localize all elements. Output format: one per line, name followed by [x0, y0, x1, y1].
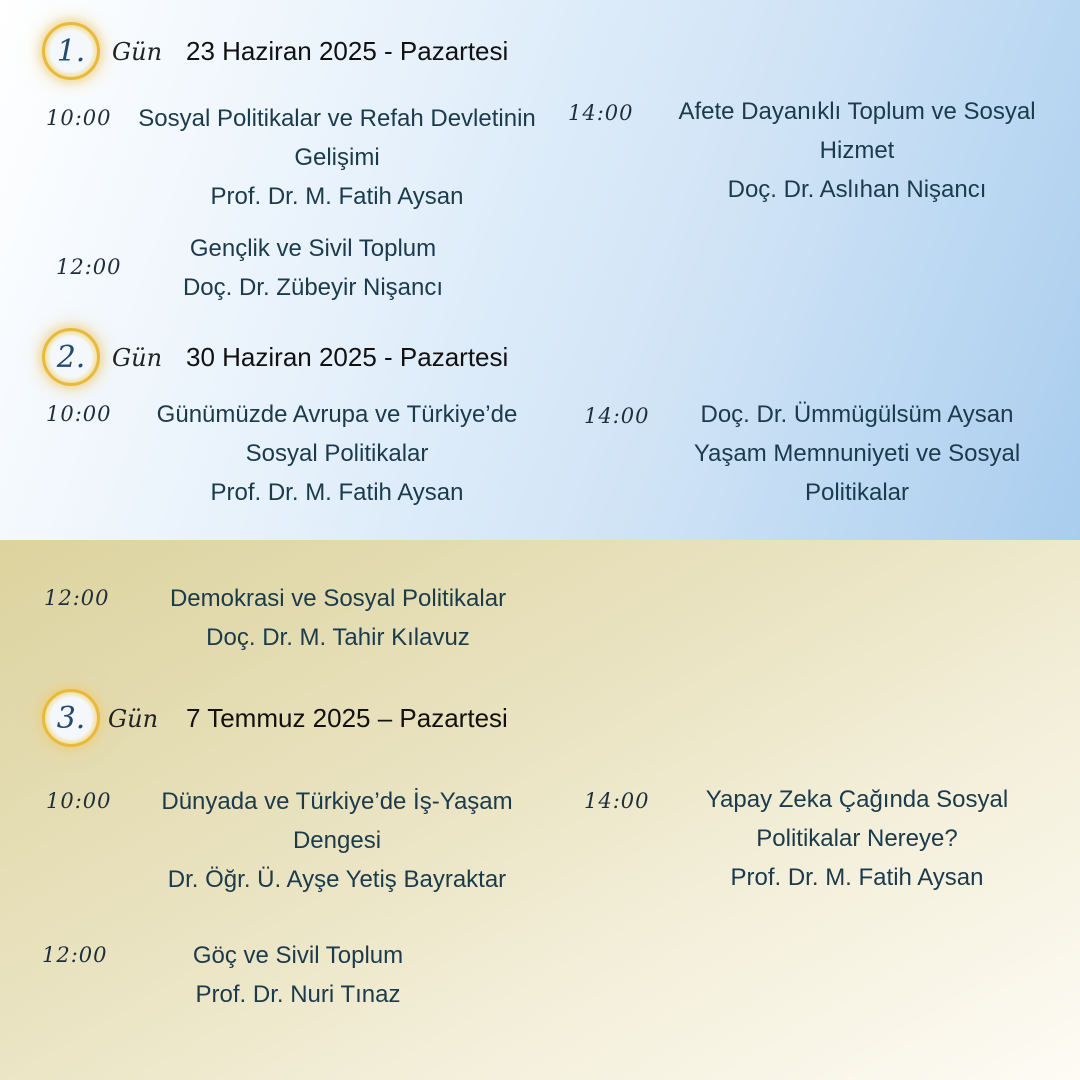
session-time: 10:00 [46, 106, 112, 130]
session-speaker: Prof. Dr. M. Fatih Aysan [210, 479, 464, 506]
session-time: 12:00 [44, 586, 110, 610]
session-block [662, 780, 1052, 897]
day-label: Gün [108, 705, 159, 733]
session-title: Politikalar Nereye? [756, 825, 958, 852]
day-label: Gün [112, 38, 163, 66]
session-title: Yaşam Memnuniyeti ve Sosyal [693, 440, 1021, 467]
session-block [140, 782, 534, 899]
session-title: Göç ve Sivil Toplum [192, 942, 404, 969]
day-date-title: 7 Temmuz 2025 – Pazartesi [186, 703, 508, 733]
session-time: 14:00 [584, 789, 650, 813]
day-1-header [0, 16, 560, 86]
session-time: 12:00 [56, 255, 122, 279]
session-block [124, 99, 550, 216]
day-3-badge [42, 689, 100, 747]
session-title: Gelişimi [294, 144, 380, 171]
session-block [130, 395, 544, 512]
day-3-header [0, 683, 560, 753]
day-date-title: 30 Haziran 2025 - Pazartesi [186, 342, 509, 372]
session-title: Gençlik ve Sivil Toplum [189, 235, 437, 262]
session-title: Günümüzde Avrupa ve Türkiye’de [156, 401, 518, 428]
session-block [160, 936, 436, 1014]
session-title: Hizmet [819, 137, 895, 164]
day-date-title: 23 Haziran 2025 - Pazartesi [186, 36, 509, 66]
session-speaker: Doç. Dr. Aslıhan Nişancı [727, 176, 987, 203]
session-block [150, 579, 526, 657]
session-speaker: Prof. Dr. Nuri Tınaz [195, 981, 401, 1008]
day-label: Gün [112, 344, 163, 372]
session-title: Demokrasi ve Sosyal Politikalar [169, 585, 507, 612]
session-speaker: Doç. Dr. Ümmügülsüm Aysan [700, 401, 1014, 428]
day-1-badge [42, 22, 100, 80]
session-title: Dünyada ve Türkiye’de İş-Yaşam [161, 788, 513, 815]
day-number: 2. [56, 339, 86, 375]
day-number: 1. [56, 33, 86, 69]
session-time: 14:00 [584, 404, 650, 428]
session-block [150, 229, 476, 307]
session-time: 12:00 [42, 943, 108, 967]
session-title: Yapay Zeka Çağında Sosyal [705, 786, 1009, 813]
day-2-badge [42, 328, 100, 386]
session-title: Politikalar [804, 479, 910, 506]
session-speaker: Doç. Dr. M. Tahir Kılavuz [206, 624, 470, 651]
session-title: Sosyal Politikalar [245, 440, 429, 467]
session-block [662, 395, 1052, 512]
session-title: Dengesi [292, 827, 382, 854]
session-title: Sosyal Politikalar ve Refah Devletinin [138, 105, 536, 132]
session-time: 10:00 [46, 789, 112, 813]
day-2-header [0, 322, 560, 392]
session-time: 10:00 [46, 402, 112, 426]
session-speaker: Prof. Dr. M. Fatih Aysan [210, 183, 464, 210]
day-number: 3. [56, 700, 86, 736]
session-title: Afete Dayanıklı Toplum ve Sosyal [678, 98, 1036, 125]
session-speaker: Doç. Dr. Zübeyir Nişancı [182, 274, 444, 301]
session-speaker: Prof. Dr. M. Fatih Aysan [730, 864, 984, 891]
session-speaker: Dr. Öğr. Ü. Ayşe Yetiş Bayraktar [167, 866, 507, 893]
session-block [662, 92, 1052, 209]
session-time: 14:00 [568, 101, 634, 125]
